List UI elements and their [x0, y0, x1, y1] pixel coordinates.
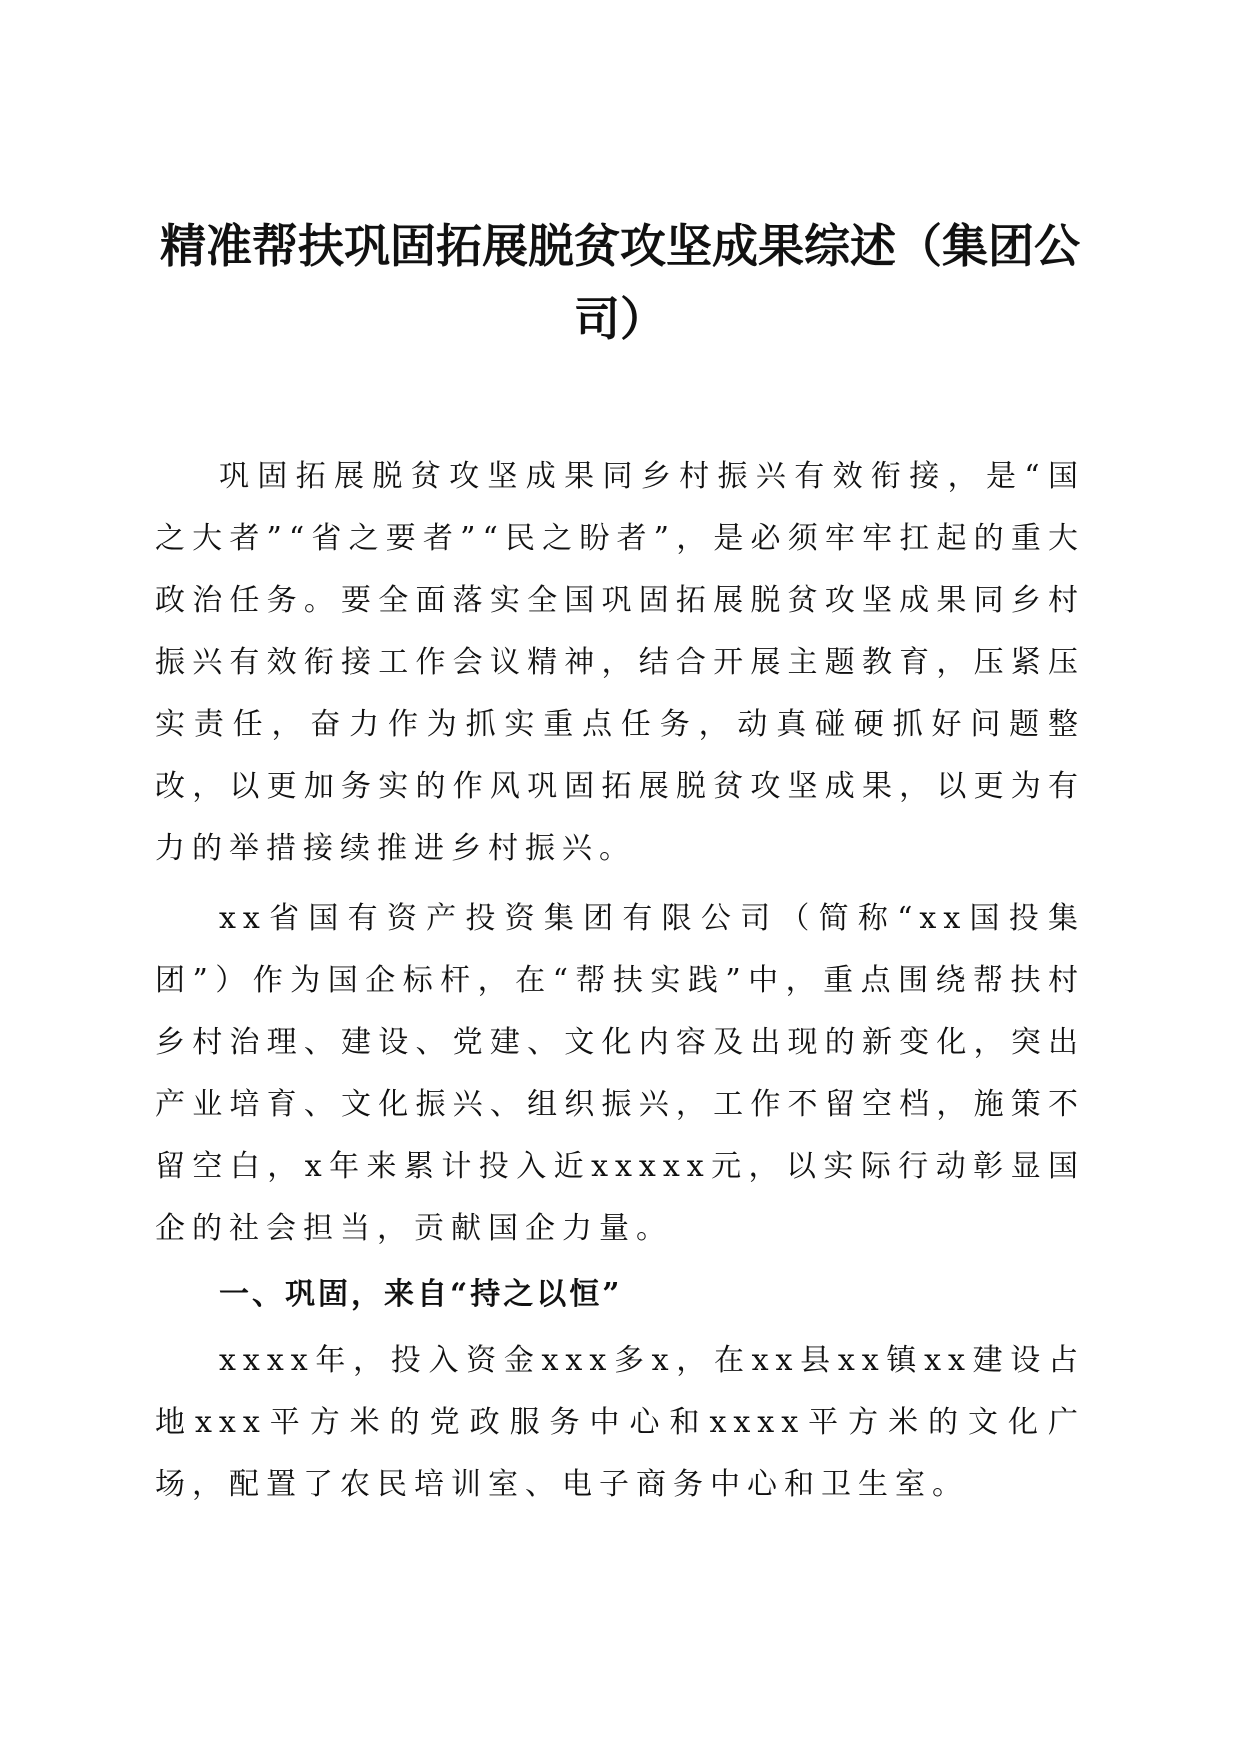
company-paragraph: xx省国有资产投资集团有限公司（简称“xx国投集团”）作为国企标杆，在“帮扶实践”中，重点围绕帮扶村乡村治理、建设、党建、文化内容及出现的新变化，突出产业培育、文化振兴、组织振兴，工作不留空档，施策不留空白，x年来累计投入近xxxxx元，以实际行动彰显国企的社会担当，贡献国企力量。 — [155, 901, 1085, 1246]
document-title: 精准帮扶巩固拓展脱贫攻坚成果综述（集团公司） — [160, 219, 1080, 346]
section-heading: 一、巩固，来自“持之以恒” — [219, 1277, 623, 1312]
intro-paragraph: 巩固拓展脱贫攻坚成果同乡村振兴有效衔接，是“国之大者”“省之要者”“民之盼者”，是必须牢牢扛起的重大政治任务。要全面落实全国巩固拓展脱贫攻坚成果同乡村振兴有效衔接工作会议精神，结合开展主题教育，压紧压实责任，奋力作为抓实重点任务，动真碰硬抓好问题整改，以更加务实的作风巩固拓展脱贫攻坚成果，以更为有力的举措接续推进乡村振兴。 — [155, 459, 1085, 866]
section-paragraph: xxxx年，投入资金xxx多x，在xx县xx镇xx建设占地xxx平方米的党政服务中心和xxxx平方米的文化广场，配置了农民培训室、电子商务中心和卫生室。 — [155, 1343, 1085, 1502]
document-body — [155, 446, 1085, 1524]
